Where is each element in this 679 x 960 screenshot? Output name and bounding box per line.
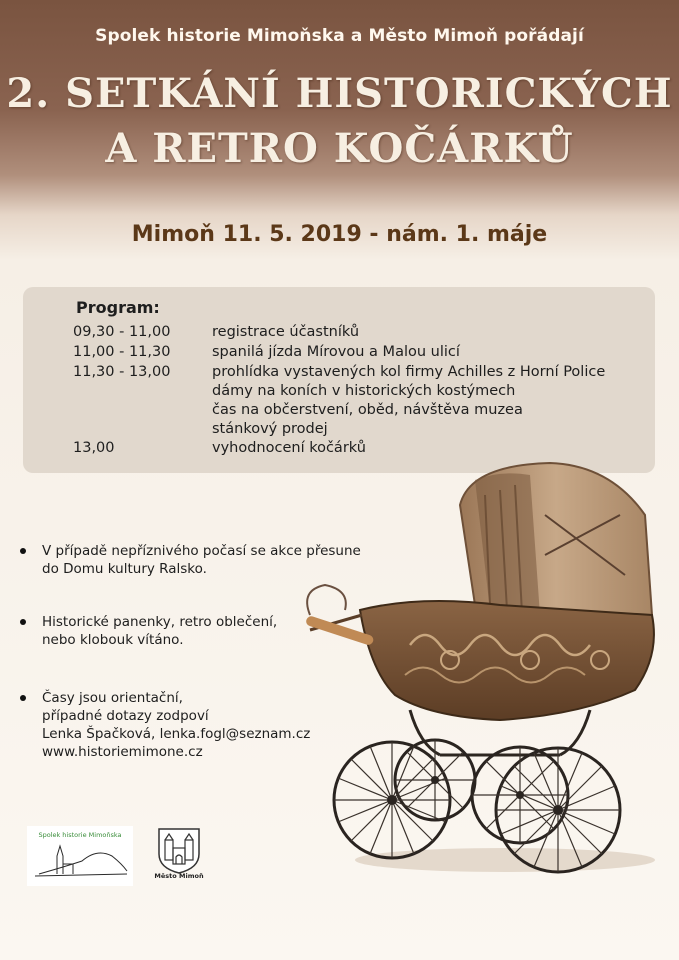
vintage-pram-image xyxy=(300,455,679,880)
program-time: 11,00 - 11,30 xyxy=(73,344,171,360)
note-line: www.historiemimone.cz xyxy=(42,744,203,760)
date-and-place: Mimoň 11. 5. 2019 - nám. 1. máje xyxy=(131,222,548,247)
mesto-mimon-coat-of-arms xyxy=(155,826,203,882)
note-line: Lenka Špačková, lenka.fogl@seznam.cz xyxy=(42,726,311,742)
organizer-line: Spolek historie Mimoňska a Město Mimoň pořádají xyxy=(95,26,584,46)
mesto-mimon-text: Město Mimoň xyxy=(154,872,204,880)
note-line: Časy jsou orientační, xyxy=(42,690,183,706)
event-title-line-2: A RETRO KOČÁRKŮ xyxy=(105,125,574,172)
spolek-logo-text: Spolek historie Mimoňska xyxy=(38,831,122,839)
bullet-icon xyxy=(20,619,26,625)
program-description: prohlídka vystavených kol firmy Achilles z Horní Police xyxy=(212,364,606,380)
church-landscape-icon xyxy=(27,826,133,886)
program-description: spanilá jízda Mírovou a Malou ulicí xyxy=(212,344,460,360)
program-description: vyhodnocení kočárků xyxy=(212,440,366,456)
coat-of-arms-icon xyxy=(155,826,203,874)
program-time: 09,30 - 11,00 xyxy=(73,324,171,340)
program-description: čas na občerstvení, oběd, návštěva muzea xyxy=(212,402,523,418)
program-heading: Program: xyxy=(76,298,160,317)
program-time: 11,30 - 13,00 xyxy=(73,364,171,380)
program-description: stánkový prodej xyxy=(212,421,328,437)
program-description: registrace účastníků xyxy=(212,324,360,340)
event-title-line-1: 2. SETKÁNÍ HISTORICKÝCH xyxy=(6,70,673,117)
bullet-icon xyxy=(20,695,26,701)
note-line: V případě nepříznivého počasí se akce přesune xyxy=(42,543,361,559)
program-time: 13,00 xyxy=(73,440,115,456)
note-line: Historické panenky, retro oblečení, xyxy=(42,614,278,630)
note-line: nebo klobouk vítáno. xyxy=(42,632,184,648)
spolek-logo xyxy=(27,826,133,886)
note-line: do Domu kultury Ralsko. xyxy=(42,561,207,577)
program-description: dámy na koních v historických kostýmech xyxy=(212,383,516,399)
program-box xyxy=(23,287,655,473)
note-line: případné dotazy zodpoví xyxy=(42,708,209,724)
bullet-icon xyxy=(20,548,26,554)
